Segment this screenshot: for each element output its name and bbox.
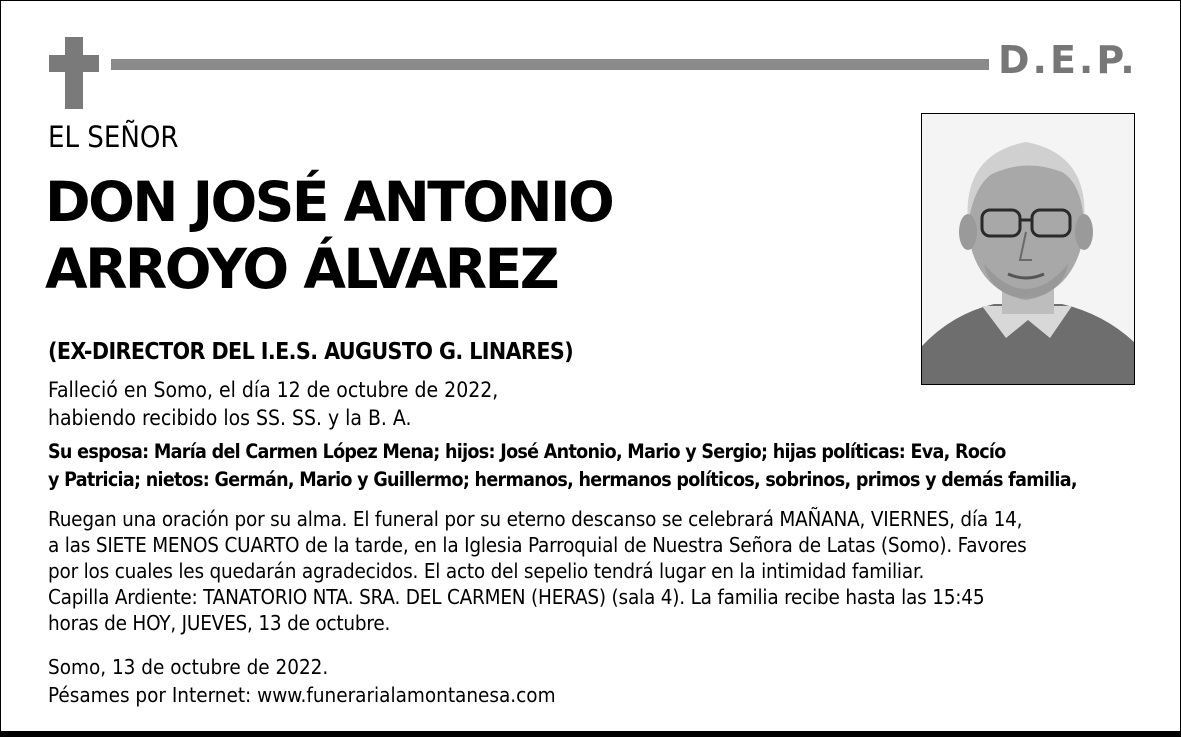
funeral-line-2: a las SIETE MENOS CUARTO de la tarde, en la Iglesia Parroquial de Nuestra Señora de Latas (Somo). Favores [48, 533, 1027, 557]
footer-rule [1, 731, 1180, 736]
cross-icon [49, 37, 99, 109]
header-rule [111, 59, 989, 70]
family-list [48, 438, 1158, 494]
funeral-line-3: por los cuales les quedarán agradecidos. El acto del sepelio tendrá lugar en la intimidad familiar. [48, 559, 925, 583]
name-line-1: DON JOSÉ ANTONIO [45, 170, 613, 234]
dep-heading: D.E.P. [998, 38, 1138, 82]
place-date: Somo, 13 de octubre de 2022. [48, 655, 329, 679]
funeral-line-5: horas de HOY, JUEVES, 13 de octubre. [48, 611, 391, 635]
funeral-line-4: Capilla Ardiente: TANATORIO NTA. SRA. DEL CARMEN (HERAS) (sala 4). La familia recibe hasta las 15:45 [48, 585, 985, 609]
family-line-1: Su esposa: María del Carmen López Mena; hijos: José Antonio, Mario y Sergio; hijas políticas: Eva, Rocío [48, 440, 1006, 463]
death-notice [48, 376, 748, 432]
footer [48, 653, 948, 709]
funeral-details [48, 506, 1158, 636]
honorific-title: EL SEÑOR [48, 120, 179, 154]
death-line-2: habiendo recibido los SS. SS. y la B. A. [48, 406, 412, 430]
portrait-photo [921, 113, 1135, 385]
funeral-line-1: Ruegan una oración por su alma. El funeral por su eterno descanso se celebrará MAÑANA, VIERNES, día 14, [48, 507, 1023, 531]
family-line-2: y Patricia; nietos: Germán, Mario y Guillermo; hermanos, hermanos políticos, sobrinos, primos y demás familia, [48, 468, 1077, 491]
death-line-1: Falleció en Somo, el día 12 de octubre de 2022, [48, 378, 499, 402]
condolences-link[interactable]: Pésames por Internet: www.funerarialamontanesa.com [48, 683, 556, 707]
former-position: (EX-DIRECTOR DEL I.E.S. AUGUSTO G. LINARES) [48, 339, 574, 365]
deceased-name [45, 169, 865, 303]
name-line-2: ARROYO ÁLVAREZ [45, 237, 558, 301]
